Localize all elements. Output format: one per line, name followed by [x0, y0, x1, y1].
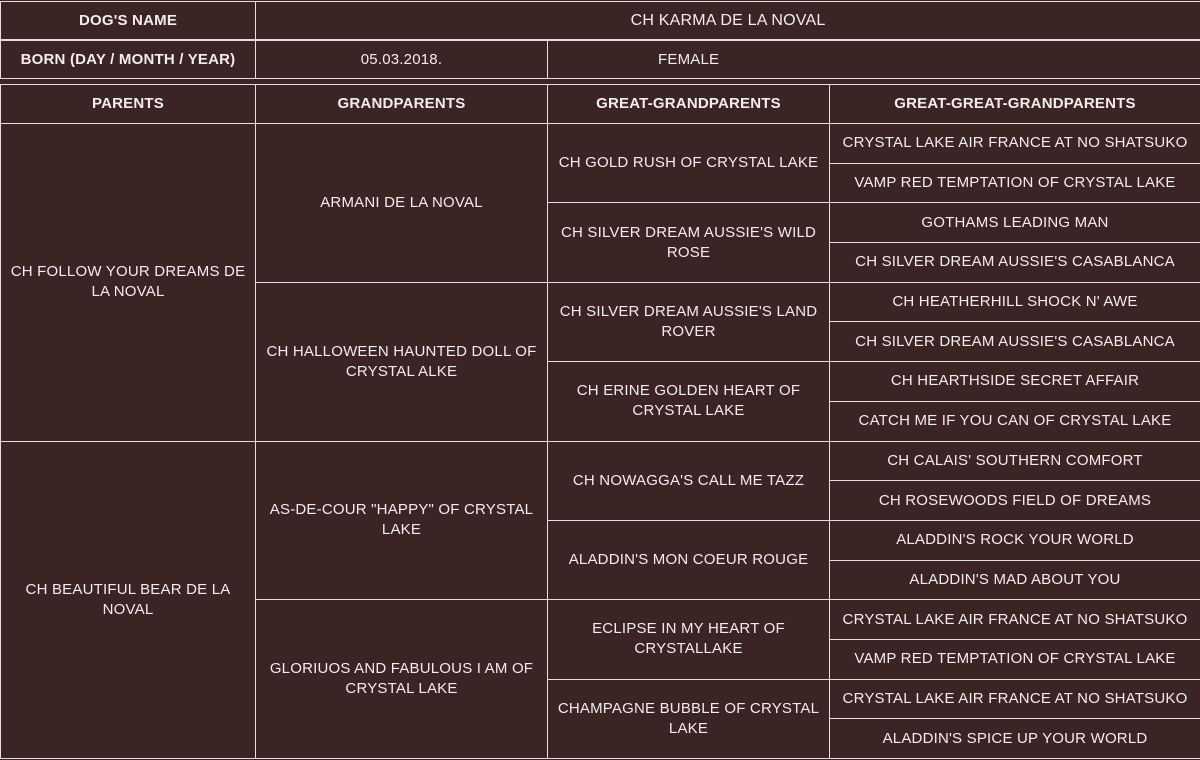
great-great-grandparent: GOTHAMS LEADING MAN [830, 203, 1200, 243]
great-great-grandparent: ALADDIN'S ROCK YOUR WORLD [830, 520, 1200, 560]
great-grandparent: ALADDIN'S MON COEUR ROUGE [548, 520, 830, 599]
great-great-grandparent: CH HEARTHSIDE SECRET AFFAIR [830, 362, 1200, 402]
great-great-grandparent: VAMP RED TEMPTATION OF CRYSTAL LAKE [830, 163, 1200, 203]
great-grandparent: CHAMPAGNE BUBBLE OF CRYSTAL LAKE [548, 679, 830, 758]
great-grandparent: CH NOWAGGA'S CALL ME TAZZ [548, 441, 830, 520]
great-great-grandparent: ALADDIN'S MAD ABOUT YOU [830, 560, 1200, 600]
great-great-grandparent: CATCH ME IF YOU CAN OF CRYSTAL LAKE [830, 401, 1200, 441]
dog-name-value: CH KARMA DE LA NOVAL [256, 2, 1200, 40]
great-great-grandparent: CH HEATHERHILL SHOCK N' AWE [830, 282, 1200, 322]
great-grandparent: CH ERINE GOLDEN HEART OF CRYSTAL LAKE [548, 362, 830, 441]
great-grandparent: CH GOLD RUSH OF CRYSTAL LAKE [548, 124, 830, 203]
pedigree-table [0, 84, 1200, 759]
great-great-grandparent: CH SILVER DREAM AUSSIE'S CASABLANCA [830, 322, 1200, 362]
born-date: 05.03.2018. [256, 41, 548, 79]
great-great-grandparent: ALADDIN'S SPICE UP YOUR WORLD [830, 719, 1200, 759]
born-table [0, 40, 1200, 79]
great-great-grandparent: CH ROSEWOODS FIELD OF DREAMS [830, 481, 1200, 521]
great-grandparent: CH SILVER DREAM AUSSIE'S LAND ROVER [548, 282, 830, 361]
dog-name-label: DOG'S NAME [1, 2, 256, 40]
great-great-grandparent: CH SILVER DREAM AUSSIE'S CASABLANCA [830, 243, 1200, 283]
born-label: BORN (DAY / MONTH / YEAR) [1, 41, 256, 79]
grandparent: GLORIUOS AND FABULOUS I AM OF CRYSTAL LAKE [256, 600, 548, 759]
grandparent: CH HALLOWEEN HAUNTED DOLL OF CRYSTAL ALKE [256, 282, 548, 441]
pedigree-header-row [1, 85, 1200, 124]
header-grandparents: GRANDPARENTS [256, 85, 548, 124]
dog-name-table [0, 1, 1200, 40]
great-great-grandparent: CRYSTAL LAKE AIR FRANCE AT NO SHATSUKO [830, 600, 1200, 640]
header-great-great-grandparents: GREAT-GREAT-GRANDPARENTS [830, 85, 1200, 124]
great-grandparent: ECLIPSE IN MY HEART OF CRYSTALLAKE [548, 600, 830, 679]
great-great-grandparent: VAMP RED TEMPTATION OF CRYSTAL LAKE [830, 639, 1200, 679]
pedigree-row [1, 441, 1200, 481]
header-great-grandparents: GREAT-GRANDPARENTS [548, 85, 830, 124]
parent-dam: CH BEAUTIFUL BEAR DE LA NOVAL [1, 441, 256, 759]
grandparent: ARMANI DE LA NOVAL [256, 124, 548, 283]
great-great-grandparent: CRYSTAL LAKE AIR FRANCE AT NO SHATSUKO [830, 124, 1200, 164]
pedigree-row [1, 124, 1200, 164]
sex-value: FEMALE [548, 41, 1200, 79]
header-parents: PARENTS [1, 85, 256, 124]
grandparent: AS-DE-COUR "HAPPY" OF CRYSTAL LAKE [256, 441, 548, 600]
great-great-grandparent: CRYSTAL LAKE AIR FRANCE AT NO SHATSUKO [830, 679, 1200, 719]
great-grandparent: CH SILVER DREAM AUSSIE'S WILD ROSE [548, 203, 830, 282]
great-great-grandparent: CH CALAIS' SOUTHERN COMFORT [830, 441, 1200, 481]
parent-sire: CH FOLLOW YOUR DREAMS DE LA NOVAL [1, 124, 256, 442]
